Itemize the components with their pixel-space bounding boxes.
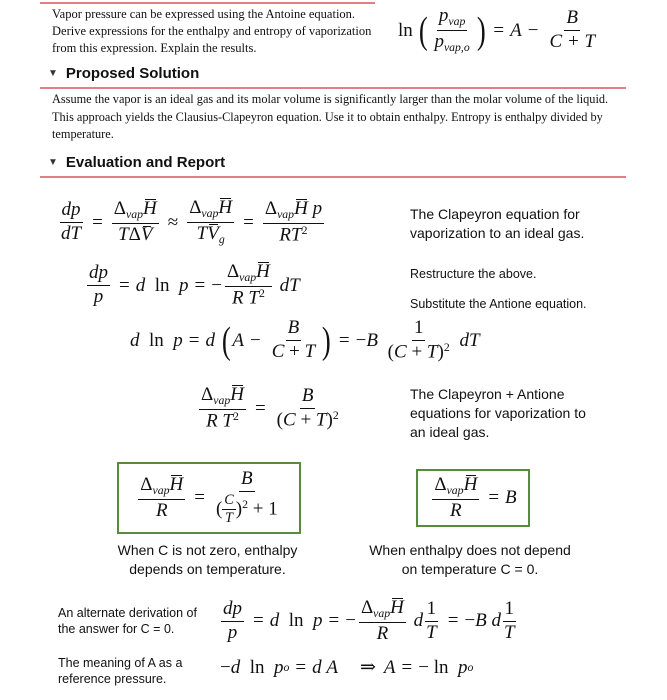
delta: Δ (140, 473, 153, 495)
delta: Δ (360, 597, 374, 618)
T: T (504, 621, 515, 643)
ln: ln (288, 610, 304, 632)
H: H (169, 473, 184, 495)
paren: ) (326, 409, 333, 431)
alternate-derivation-equation (218, 598, 520, 645)
combined-equation (196, 385, 344, 432)
sup: 2 (233, 410, 239, 424)
plus: + (300, 409, 312, 431)
section-rule (40, 87, 626, 89)
paren: ) (476, 9, 486, 52)
section-title: Evaluation and Report (65, 154, 226, 171)
B: B (300, 386, 316, 409)
paren: ( (387, 341, 394, 363)
R: R (279, 224, 292, 246)
p: p (98, 262, 108, 284)
T: T (118, 224, 129, 246)
p-symbol: p (434, 31, 444, 53)
paren: ) (322, 319, 331, 362)
d: d (312, 656, 322, 678)
d: d (491, 610, 502, 632)
T: T (315, 409, 327, 431)
equals: = (188, 329, 200, 351)
plus: + (411, 341, 423, 363)
equals: = (328, 610, 340, 632)
T: T (70, 223, 82, 245)
plus: + (289, 341, 300, 363)
A-symbol: A (510, 19, 522, 41)
p: p (232, 598, 242, 620)
collapse-triangle-icon[interactable]: ▼ (48, 68, 58, 79)
plus: + (252, 498, 264, 520)
C: C (271, 341, 285, 363)
T: T (304, 341, 316, 363)
A: A (326, 656, 338, 678)
B: B (286, 318, 302, 341)
p: p (312, 197, 323, 219)
note-clapeyron: The Clapeyron equation for vaporization to an ideal gas. (410, 206, 585, 241)
d: d (130, 329, 140, 351)
delta: Δ (201, 384, 214, 405)
equals: = (493, 19, 505, 41)
R: R (155, 499, 168, 521)
B: B (239, 469, 255, 492)
B: B (475, 610, 487, 632)
T: T (426, 621, 437, 643)
note-restructure: Restructure the above. (410, 267, 537, 281)
top-rule (40, 2, 375, 4)
sup: 2 (332, 408, 339, 422)
sub: vap (448, 15, 466, 29)
sub: vap (213, 394, 231, 408)
R: R (206, 410, 218, 432)
reference-pressure-equation (220, 656, 473, 679)
d: d (61, 223, 71, 245)
T: T (468, 329, 480, 351)
ln: ln (149, 329, 164, 351)
H: H (294, 197, 308, 219)
proposed-solution-header[interactable] (48, 65, 199, 82)
pressure-ratio (432, 6, 471, 55)
numerator: B (564, 8, 580, 31)
d: d (135, 274, 146, 296)
ln: ln (433, 656, 449, 678)
equals: = (488, 486, 500, 508)
minus: − (220, 656, 231, 678)
T: T (225, 510, 233, 527)
sub: vap (239, 271, 257, 285)
p-symbol: p (438, 5, 449, 26)
equals: = (194, 274, 206, 296)
approx: ≈ (167, 211, 179, 233)
B: B (505, 486, 517, 508)
section-title: Proposed Solution (65, 65, 200, 82)
R: R (232, 287, 244, 309)
minus: − (250, 329, 261, 351)
sub: vap,o (443, 41, 470, 55)
antoine-equation (398, 6, 600, 55)
result-box-c-zero (416, 469, 530, 527)
delta: Δ (128, 224, 141, 246)
delta: Δ (226, 261, 240, 282)
equals: = (295, 656, 307, 678)
sub: vap (446, 483, 464, 497)
minus: − (464, 610, 476, 632)
H: H (390, 597, 404, 618)
d: d (61, 199, 72, 221)
T: T (289, 274, 300, 296)
minus: − (527, 19, 539, 41)
T: T (196, 223, 208, 245)
delta: Δ (189, 197, 202, 218)
C: C (394, 341, 407, 363)
p: p (173, 329, 183, 351)
equals: = (447, 610, 459, 632)
p: p (227, 621, 238, 643)
d: d (230, 656, 241, 678)
one: 1 (425, 599, 439, 622)
implies-arrow: ⇒ (359, 657, 376, 678)
antoine-substitution (130, 318, 480, 363)
C: C (222, 493, 236, 511)
T: T (222, 410, 233, 432)
B-over-C-plus-T (547, 8, 597, 53)
p: p (313, 610, 323, 632)
minus: − (345, 610, 356, 632)
H: H (230, 384, 244, 405)
sup: 2 (258, 287, 265, 301)
clapeyron-equation (56, 198, 327, 247)
d: d (223, 598, 233, 620)
R: R (450, 499, 462, 521)
note-alternate: An alternate derivation of the answer for C = 0. (58, 606, 197, 636)
sub: o (283, 660, 290, 674)
sup: 2 (443, 340, 450, 354)
result-box-c-nonzero (117, 462, 301, 534)
sub: vap (277, 207, 295, 221)
delta: Δ (113, 198, 127, 220)
paren: ) (235, 498, 243, 520)
equals: = (92, 211, 103, 233)
H: H (463, 473, 478, 495)
one: 1 (268, 498, 278, 520)
note-c-zero: When enthalpy does not depend on temperature C = 0. (369, 542, 571, 577)
sub: vap (373, 607, 391, 621)
d: d (89, 262, 99, 284)
paren: ) (437, 341, 444, 363)
p: p (274, 656, 284, 678)
paren: ( (276, 409, 283, 431)
equals: = (119, 274, 130, 296)
equals: = (194, 486, 205, 508)
note-c-nonzero: When C is not zero, enthalpy depends on temperature. (117, 542, 298, 577)
one: 1 (412, 318, 426, 341)
V: V (207, 223, 219, 245)
denominator: C + T (549, 31, 596, 53)
H: H (218, 197, 233, 218)
minus: − (211, 274, 222, 296)
problem-statement: Vapor pressure can be expressed using the Antoine equation. Derive expressions for the enthalpy and entropy of vaporization from this expression. Explain the results. (52, 7, 372, 55)
delta: Δ (434, 473, 447, 495)
minus: − (418, 656, 429, 678)
A: A (232, 329, 245, 351)
B: B (366, 329, 378, 351)
H: H (143, 198, 157, 220)
R: R (376, 623, 389, 645)
proposed-solution-text: Assume the vapor is an ideal gas and its molar volume is significantly larger than the molar volume of the liquid. This approach yields the Clausius-Clapeyron equation. Use it to obtain enthalpy. Entropy is enthalpy divided by temperature. (52, 92, 609, 141)
sup: 2 (301, 223, 308, 237)
H: H (256, 261, 270, 282)
d: d (205, 329, 215, 351)
sub: o (467, 660, 474, 674)
sub: vap (152, 483, 170, 497)
one: 1 (503, 599, 517, 622)
sub: vap (126, 208, 144, 222)
d: d (269, 610, 280, 632)
equals: = (338, 329, 350, 351)
evaluation-header[interactable] (48, 154, 225, 171)
paren: ( (221, 319, 231, 362)
sub: g (218, 233, 225, 247)
paren: ( (215, 498, 223, 520)
p: p (71, 199, 81, 221)
C: C (283, 409, 296, 431)
T: T (426, 341, 438, 363)
ln-symbol: ln (398, 19, 413, 41)
A: A (383, 656, 396, 678)
equals: = (243, 211, 254, 233)
section-rule (40, 176, 626, 178)
equals: = (401, 656, 413, 678)
p: p (457, 656, 468, 678)
ln: ln (154, 274, 170, 296)
collapse-triangle-icon[interactable]: ▼ (48, 157, 58, 168)
d: d (413, 610, 424, 632)
p: p (93, 286, 104, 308)
sub: vap (201, 207, 219, 221)
p: p (179, 274, 189, 296)
note-combined: The Clapeyron + Antione equations for vaporization to an ideal gas. (410, 386, 586, 440)
delta: Δ (264, 197, 278, 219)
equals: = (254, 397, 266, 419)
minus: − (355, 329, 367, 351)
T: T (291, 224, 302, 246)
restructured-equation (84, 262, 300, 309)
ln: ln (249, 656, 265, 678)
paren: ( (418, 9, 428, 52)
T: T (248, 287, 259, 309)
sup: 2 (242, 497, 248, 511)
equals: = (253, 610, 264, 632)
d: d (459, 329, 469, 351)
note-substitute: Substitute the Antione equation. (410, 297, 587, 311)
d: d (279, 274, 290, 296)
V: V (140, 224, 153, 246)
note-meaning-A: The meaning of A as a reference pressure. (58, 656, 183, 686)
